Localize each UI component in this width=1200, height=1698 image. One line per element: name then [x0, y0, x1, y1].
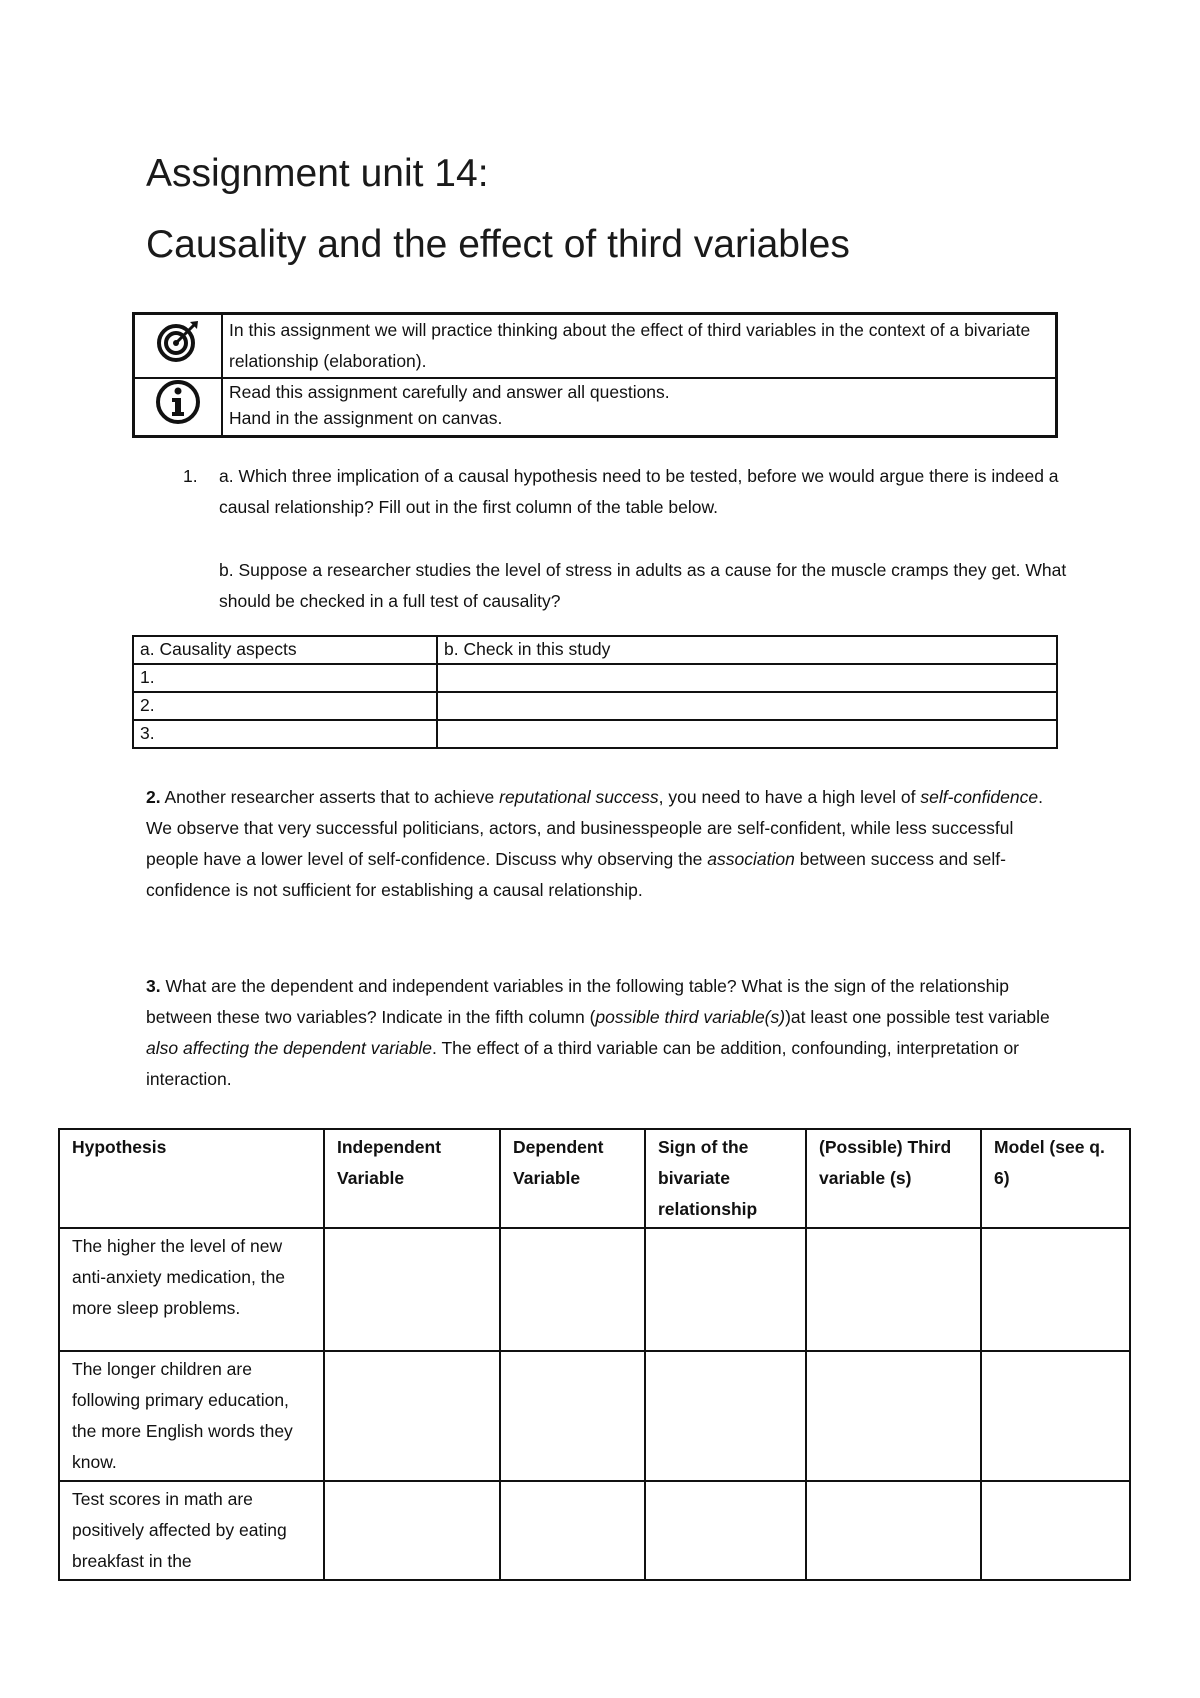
info-line-2: Hand in the assignment on canvas.	[229, 408, 503, 428]
q2-number: 2.	[146, 787, 161, 807]
page-title: Assignment unit 14:	[146, 152, 489, 195]
header-independent: Independent Variable	[324, 1129, 500, 1228]
answer-cell[interactable]	[324, 1351, 500, 1481]
q2-part: between success and self-confidence is not sufficient for establishing a causal relationship.	[146, 849, 1006, 900]
info-box	[132, 312, 1058, 438]
q2-part: Another researcher asserts that to achieve	[160, 787, 500, 807]
answer-cell[interactable]	[981, 1351, 1130, 1481]
answer-cell[interactable]	[500, 1481, 645, 1580]
goal-text: In this assignment we will practice thinking about the effect of third variables in the context of a bivariate relationship (elaboration).	[222, 314, 1057, 379]
q3-emphasis: possible third variable(s)	[595, 1007, 786, 1027]
q3-part: . The effect of a third variable can be addition, confounding, interpretation or interaction.	[146, 1038, 1020, 1089]
q3-part: )at least one possible test variable	[785, 1007, 1050, 1027]
header-check-study: b. Check in this study	[437, 636, 1057, 664]
hypothesis-cell: The longer children are following primary education, the more English words they know.	[59, 1351, 324, 1481]
q2-part: , you need to have a high level of	[658, 787, 921, 807]
q2-part: . We observe that very successful politicians, actors, and businesspeople are self-confident, while less successful people have a lower level of self-confidence. Discuss why observing the	[146, 787, 1043, 869]
q3-text	[146, 971, 1066, 1095]
header-hypothesis: Hypothesis	[59, 1129, 324, 1228]
q2-emphasis: association	[707, 849, 795, 869]
answer-cell[interactable]	[437, 720, 1057, 748]
row-label: 1.	[133, 664, 437, 692]
q3-part: What are the dependent and independent variables in the following table? What is the sign of the relationship between these two variables? Indicate in the fifth column (	[146, 976, 1009, 1027]
page-subtitle: Causality and the effect of third variables	[146, 223, 850, 266]
q3-emphasis: also affecting the dependent variable	[146, 1038, 433, 1058]
answer-cell[interactable]	[806, 1351, 981, 1481]
answer-cell[interactable]	[500, 1351, 645, 1481]
hypothesis-cell: The higher the level of new anti-anxiety medication, the more sleep problems.	[59, 1228, 324, 1351]
info-line-1: Read this assignment carefully and answer all questions.	[229, 382, 670, 402]
q3-number: 3.	[146, 976, 161, 996]
answer-cell[interactable]	[437, 664, 1057, 692]
q2-text	[146, 782, 1066, 906]
hypothesis-cell: Test scores in math are positively affected by eating breakfast in the	[59, 1481, 324, 1580]
header-sign: Sign of the bivariate relationship	[645, 1129, 806, 1228]
answer-cell[interactable]	[645, 1481, 806, 1580]
q1-a-text: a. Which three implication of a causal hypothesis need to be tested, before we would argue there is indeed a causal relationship? Fill out in the first column of the table below.	[219, 466, 1059, 517]
header-dependent: Dependent Variable	[500, 1129, 645, 1228]
header-causality-aspects: a. Causality aspects	[133, 636, 437, 664]
header-model: Model (see q. 6)	[981, 1129, 1130, 1228]
answer-cell[interactable]	[981, 1481, 1130, 1580]
q1-number: 1.	[183, 466, 198, 486]
answer-cell[interactable]	[981, 1228, 1130, 1351]
q2-emphasis: self-confidence	[920, 787, 1039, 807]
answer-cell[interactable]	[645, 1228, 806, 1351]
answer-cell[interactable]	[806, 1228, 981, 1351]
answer-cell[interactable]	[324, 1228, 500, 1351]
info-icon	[134, 378, 223, 437]
answer-cell[interactable]	[645, 1351, 806, 1481]
answer-cell[interactable]	[500, 1228, 645, 1351]
row-label: 3.	[133, 720, 437, 748]
row-label: 2.	[133, 692, 437, 720]
target-icon	[134, 314, 223, 379]
q1-b-text: b. Suppose a researcher studies the level of stress in adults as a cause for the muscle cramps they get. What should be checked in a full test of causality?	[219, 560, 1067, 611]
header-third-variable: (Possible) Third variable (s)	[806, 1129, 981, 1228]
hypothesis-table	[58, 1128, 1131, 1581]
q2-emphasis: reputational success	[499, 787, 659, 807]
answer-cell[interactable]	[437, 692, 1057, 720]
causality-table	[132, 635, 1058, 749]
answer-cell[interactable]	[324, 1481, 500, 1580]
answer-cell[interactable]	[806, 1481, 981, 1580]
